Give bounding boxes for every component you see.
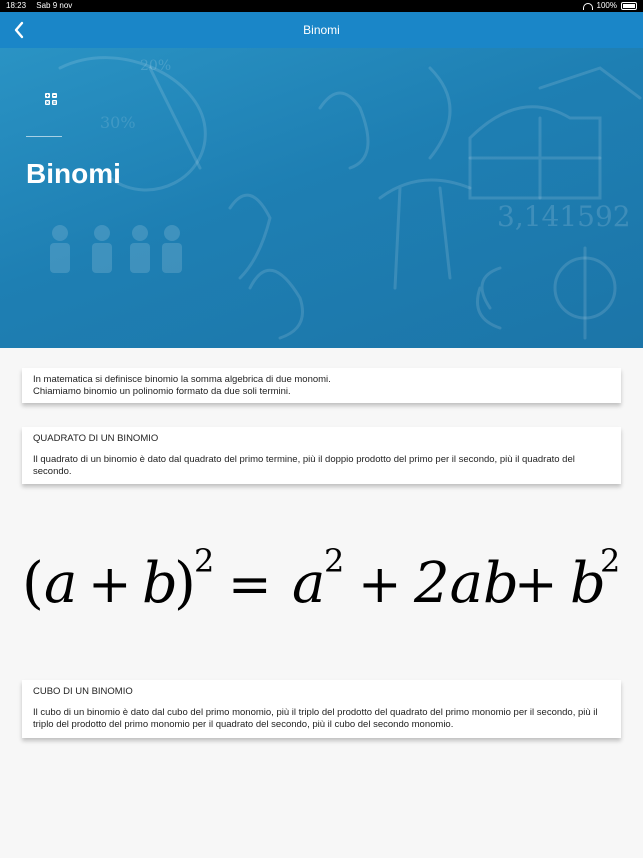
formula-a2: a — [292, 551, 326, 616]
formula-plus: + — [88, 555, 132, 615]
formula-b2: b — [570, 551, 606, 616]
intro-line-2: Chiamiamo binomio un polinomio formato da due soli termini. — [33, 386, 291, 397]
status-time: 18:23 — [6, 1, 27, 10]
status-bar — [0, 0, 643, 12]
hero-divider — [26, 136, 62, 137]
square-binomial-card — [22, 427, 621, 484]
intro-card — [22, 368, 621, 403]
formula-exponent-2: 2 — [324, 542, 345, 580]
nav-title: Binomi — [303, 23, 340, 37]
calculator-icon — [44, 92, 58, 106]
cube-heading: CUBO DI UN BINOMIO — [33, 686, 133, 697]
formula-equals: = — [228, 555, 272, 615]
formula-plus-3: + — [514, 555, 558, 615]
cube-binomial-card — [22, 680, 621, 738]
chalkboard-background — [0, 48, 643, 348]
battery-percent: 100% — [596, 1, 617, 10]
status-date: Sab 9 nov — [36, 1, 73, 10]
hero-banner — [0, 48, 643, 348]
navigation-bar — [0, 12, 643, 48]
percent-decoration: 20% — [140, 58, 172, 74]
square-heading: QUADRATO DI UN BINOMIO — [33, 433, 159, 444]
wifi-icon — [583, 3, 593, 10]
battery-icon — [621, 2, 637, 10]
percent2-decoration: 30% — [100, 113, 136, 132]
formula-exponent-3: 2 — [600, 542, 621, 580]
formula-a: a — [44, 551, 78, 616]
intro-line-1: In matematica si definisce binomio la somma algebrica di due monomi. — [33, 374, 331, 385]
formula-close-paren: ) — [174, 551, 196, 616]
pi-digits-decoration: 3,141592 — [497, 200, 631, 233]
formula-exponent: 2 — [194, 542, 215, 580]
formula-open-paren: ( — [22, 551, 44, 616]
hero-title: Binomi — [26, 158, 121, 189]
cube-text: Il cubo di un binomio è dato dal cubo del primo monomio, più il triplo del prodotto del quadrato del primo monomio per il secondo, più il triplo del prodotto del primo monomio per il quadrato del secondo, più il cubo del secondo monomio. — [33, 707, 598, 730]
formula-2ab: 2ab — [414, 551, 519, 616]
square-binomial-formula — [22, 538, 622, 618]
formula-plus-2: + — [358, 555, 402, 615]
formula-b: b — [142, 551, 178, 616]
square-text: Il quadrato di un binomio è dato dal quadrato del primo termine, più il doppio prodotto del primo per il secondo, più il quadrato del secondo. — [33, 454, 575, 477]
